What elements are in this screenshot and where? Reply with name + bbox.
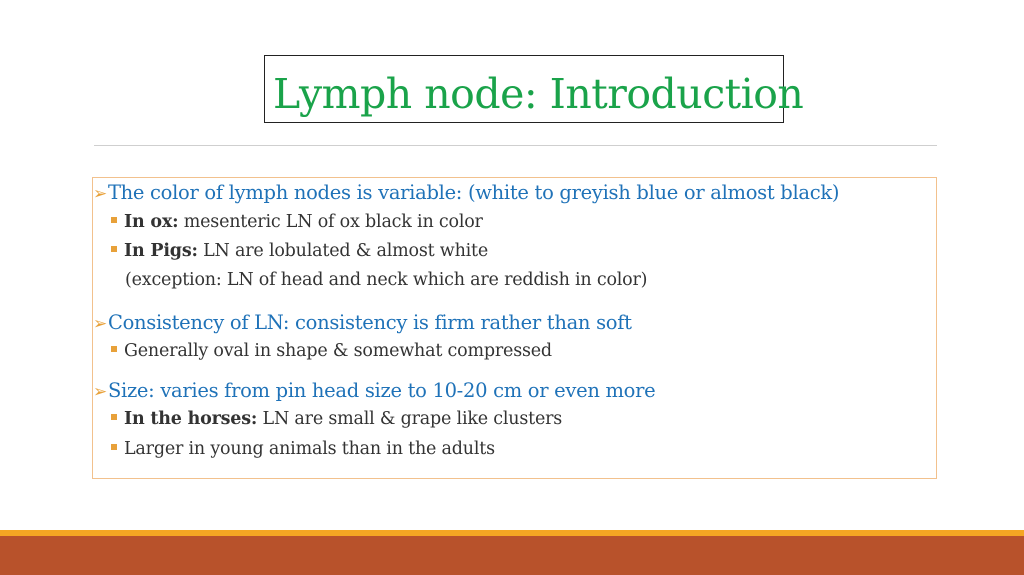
heading-text: The color of lymph nodes is variable: (white to greyish blue or almost black) <box>107 181 840 204</box>
arrow-bullet-icon: ➢ <box>93 184 107 204</box>
item-text: mesenteric LN of ox black in color <box>178 212 483 232</box>
list-item-young <box>111 439 495 459</box>
footer-band <box>0 536 1024 575</box>
list-item-ox <box>111 212 483 232</box>
square-bullet-icon <box>111 346 117 352</box>
item-bold: In Pigs: <box>124 241 198 261</box>
section-heading-consistency <box>93 311 632 334</box>
title-box <box>264 55 804 123</box>
heading-text: Consistency of LN: consistency is firm rather than soft <box>107 311 632 334</box>
item-text: LN are small & grape like clusters <box>257 409 563 429</box>
section-heading-size <box>93 379 655 402</box>
square-bullet-icon <box>111 217 117 223</box>
item-text: Generally oval in shape & somewhat compressed <box>124 341 552 361</box>
square-bullet-icon <box>111 246 117 252</box>
slide-title: Lymph node: Introduction <box>273 70 804 118</box>
arrow-bullet-icon: ➢ <box>93 382 107 402</box>
list-item-pigs <box>111 241 488 261</box>
item-bold: In the horses: <box>124 409 258 429</box>
arrow-bullet-icon: ➢ <box>93 314 107 334</box>
item-text: LN are lobulated & almost white <box>197 241 489 261</box>
section-heading-color <box>93 181 839 204</box>
square-bullet-icon <box>111 414 117 420</box>
title-divider <box>94 145 937 146</box>
content-box <box>92 177 937 479</box>
item-bold: In ox: <box>124 212 179 232</box>
item-text: Larger in young animals than in the adults <box>124 439 495 459</box>
exception-note: (exception: LN of head and neck which are reddish in color) <box>125 270 648 290</box>
list-item-horses <box>111 409 562 429</box>
list-item-shape <box>111 341 552 361</box>
square-bullet-icon <box>111 444 117 450</box>
heading-text: Size: varies from pin head size to 10-20 cm or even more <box>107 379 656 402</box>
